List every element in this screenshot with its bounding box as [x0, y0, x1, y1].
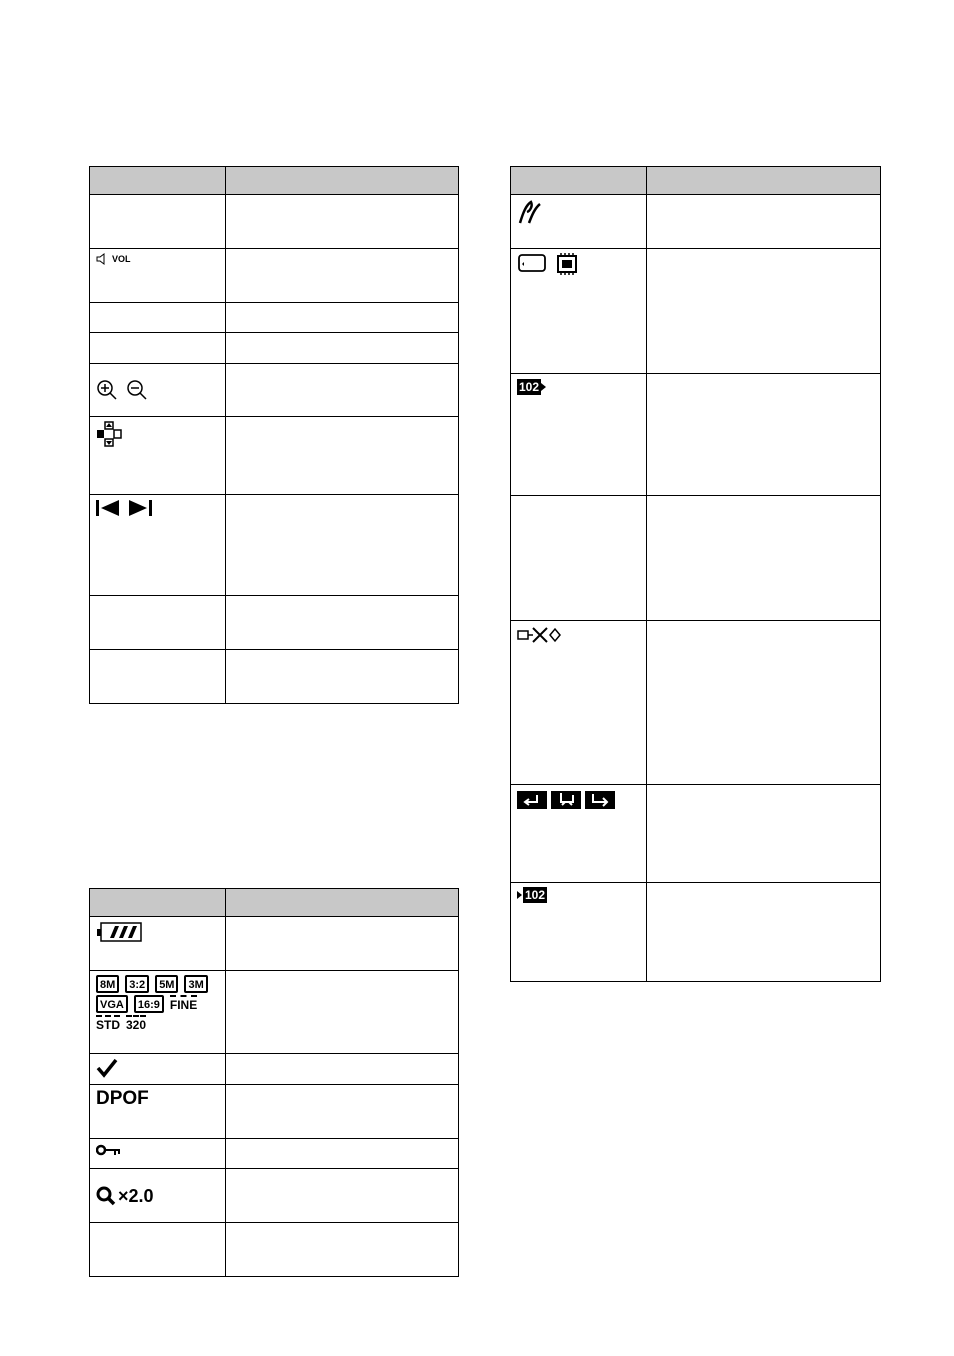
magnify-icon [96, 1186, 116, 1206]
volume-icon [96, 253, 219, 265]
zoom-out-icon [126, 379, 148, 401]
pictbridge-icon [517, 199, 541, 225]
previous-icon [96, 499, 120, 517]
header-display [90, 889, 226, 916]
header-display [90, 167, 226, 194]
table-row [90, 1169, 458, 1223]
playback-folder-icon: 102 [517, 379, 547, 395]
zoom-in-icon [96, 379, 118, 401]
usb-disconnect-icon [517, 625, 561, 645]
table-row [90, 1139, 458, 1169]
table-row [90, 195, 458, 249]
playback-controls-table [89, 166, 459, 704]
table-header [90, 889, 458, 917]
checkmark-icon [96, 1058, 118, 1078]
table-row [511, 621, 880, 785]
header-indication [647, 167, 880, 194]
memory-card-icon [517, 253, 547, 273]
table-row [511, 785, 880, 883]
table-row [511, 496, 880, 621]
table-row [90, 364, 458, 417]
control-button-icon [96, 421, 122, 447]
image-size-vga-icon: VGA [96, 995, 128, 1013]
table-row [90, 249, 458, 303]
image-size-8m-icon: 8M [96, 975, 119, 993]
image-size-16-9-icon: 16:9 [134, 995, 164, 1013]
movie-std-icon: STD [96, 1015, 120, 1032]
image-size-3-2-icon: 3:2 [125, 975, 149, 993]
image-size-5m-icon: 5M [155, 975, 178, 993]
table-row [90, 333, 458, 364]
header-indication [226, 167, 458, 194]
internal-memory-icon [555, 253, 579, 275]
table-row [90, 495, 458, 596]
table-row [90, 971, 458, 1054]
table-header [511, 167, 880, 195]
storage-folder-table [510, 166, 881, 982]
movie-fine-icon: FINE [170, 995, 197, 1013]
header-indication [226, 889, 458, 916]
protect-key-icon [96, 1143, 122, 1157]
table-row [90, 303, 458, 333]
next-icon [128, 499, 154, 517]
table-row [90, 1054, 458, 1085]
table-header [90, 167, 458, 195]
table-row [90, 917, 458, 971]
table-row [90, 650, 458, 703]
dpof-icon: DPOF [96, 1088, 149, 1109]
folder-multi-icon [551, 789, 581, 809]
folder-enter-icon [517, 789, 547, 809]
zoom-scale-label: ×2.0 [118, 1185, 154, 1206]
table-row [90, 1085, 458, 1139]
image-size-icons [96, 975, 216, 1032]
volume-label: VOL [112, 254, 131, 264]
table-row [90, 1223, 458, 1276]
header-display [511, 167, 647, 194]
battery-icon [96, 921, 142, 943]
status-icons-table [89, 888, 459, 1277]
folder-exit-icon [585, 789, 615, 809]
table-row [511, 883, 880, 981]
movie-320-icon: 320 [126, 1015, 146, 1032]
recording-folder-icon: 102 [517, 887, 547, 903]
table-row [511, 249, 880, 374]
table-row [511, 374, 880, 496]
table-row [90, 417, 458, 495]
image-size-3m-icon: 3M [184, 975, 207, 993]
table-row [90, 596, 458, 650]
table-row [511, 195, 880, 249]
